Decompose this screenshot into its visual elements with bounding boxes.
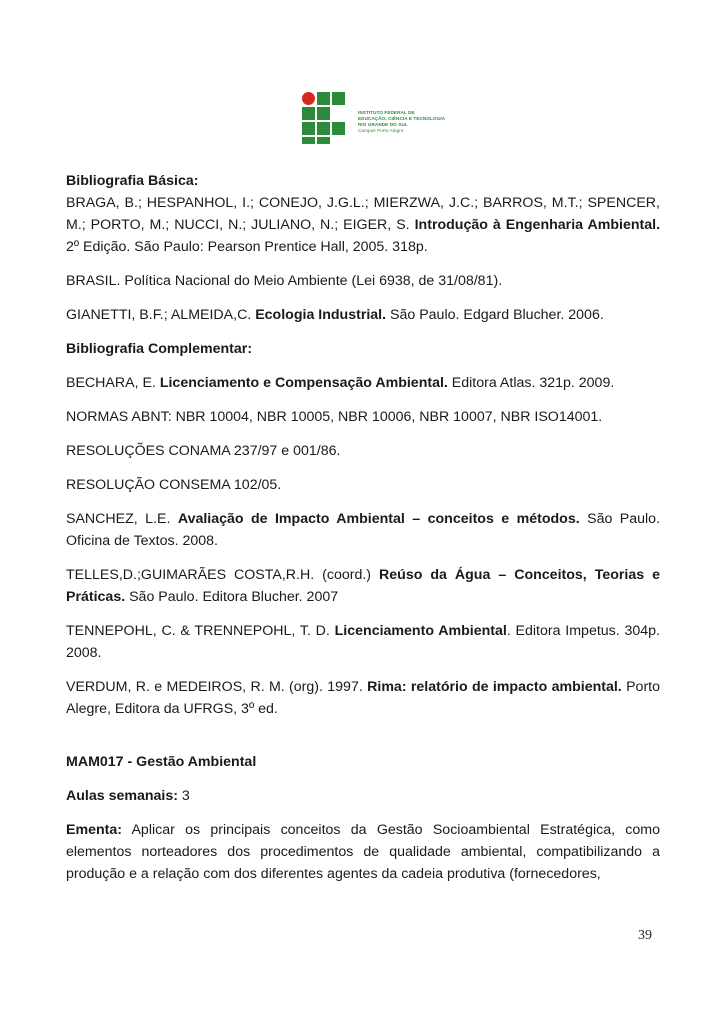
logo-text-line-3: RIO GRANDE DO SUL: [358, 122, 408, 127]
page-number: 39: [638, 928, 652, 943]
bib-complementar-heading: Bibliografia Complementar:: [66, 341, 253, 357]
reference-item: BRAGA, B.; HESPANHOL, I.; CONEJO, J.G.L.; MIERZWA, J.C.; BARROS, M.T.; SPENCER, M.; PORTO, M.; NUCCI, N.; JULIANO, N.; EIGER, S. Introdução à Engenharia Ambiental. 2º Edição. São Paulo: Pearson Prentice Hall, 2005. 318p.: [66, 195, 661, 255]
reference-item: TENNEPOHL, C. & TRENNEPOHL, T. D. Licenciamento Ambiental. Editora Impetus. 304p. 2008.: [66, 623, 660, 661]
main-content: [66, 170, 660, 885]
logo-text-line-4: Campus Porto Alegre: [358, 128, 404, 133]
reference-item: BECHARA, E. Licenciamento e Compensação Ambiental. Editora Atlas. 321p. 2009.: [66, 375, 615, 391]
institution-logo: [298, 90, 446, 146]
reference-item: VERDUM, R. e MEDEIROS, R. M. (org). 1997. Rima: relatório de impacto ambiental. Porto Alegre, Editora da UFRGS, 3º ed.: [66, 679, 661, 717]
reference-item: SANCHEZ, L.E. Avaliação de Impacto Ambiental – conceitos e métodos. São Paulo. Oficina de Textos. 2008.: [66, 511, 661, 549]
reference-item: NORMAS ABNT: NBR 10004, NBR 10005, NBR 10006, NBR 10007, NBR ISO14001.: [66, 409, 603, 425]
reference-item: BRASIL. Política Nacional do Meio Ambiente (Lei 6938, de 31/08/81).: [66, 273, 503, 289]
aulas-semanais: Aulas semanais: 3: [66, 788, 190, 804]
ementa: Ementa: Aplicar os principais conceitos da Gestão Socioambiental Estratégica, como elementos norteadores dos procedimentos de qualidade ambiental, compatibilizando a produção e a relação com dos diferentes agentes da cadeia produtiva (fornecedores,: [66, 822, 660, 882]
logo-text-line-2: EDUCAÇÃO, CIÊNCIA E TECNOLOGIA: [358, 116, 446, 121]
reference-item: RESOLUÇÕES CONAMA 237/97 e 001/86.: [66, 443, 341, 459]
reference-item: RESOLUÇÃO CONSEMA 102/05.: [66, 477, 282, 493]
bib-basica-heading: Bibliografia Básica:: [66, 173, 199, 189]
course-title: MAM017 - Gestão Ambiental: [66, 754, 257, 770]
logo-text-line-1: INSTITUTO FEDERAL DE: [358, 110, 415, 115]
reference-item: GIANETTI, B.F.; ALMEIDA,C. Ecologia Industrial. São Paulo. Edgard Blucher. 2006.: [66, 307, 604, 323]
reference-item: TELLES,D.;GUIMARÃES COSTA,R.H. (coord.) Reúso da Água – Conceitos, Teorias e Práticas. São Paulo. Editora Blucher. 2007: [66, 567, 660, 605]
